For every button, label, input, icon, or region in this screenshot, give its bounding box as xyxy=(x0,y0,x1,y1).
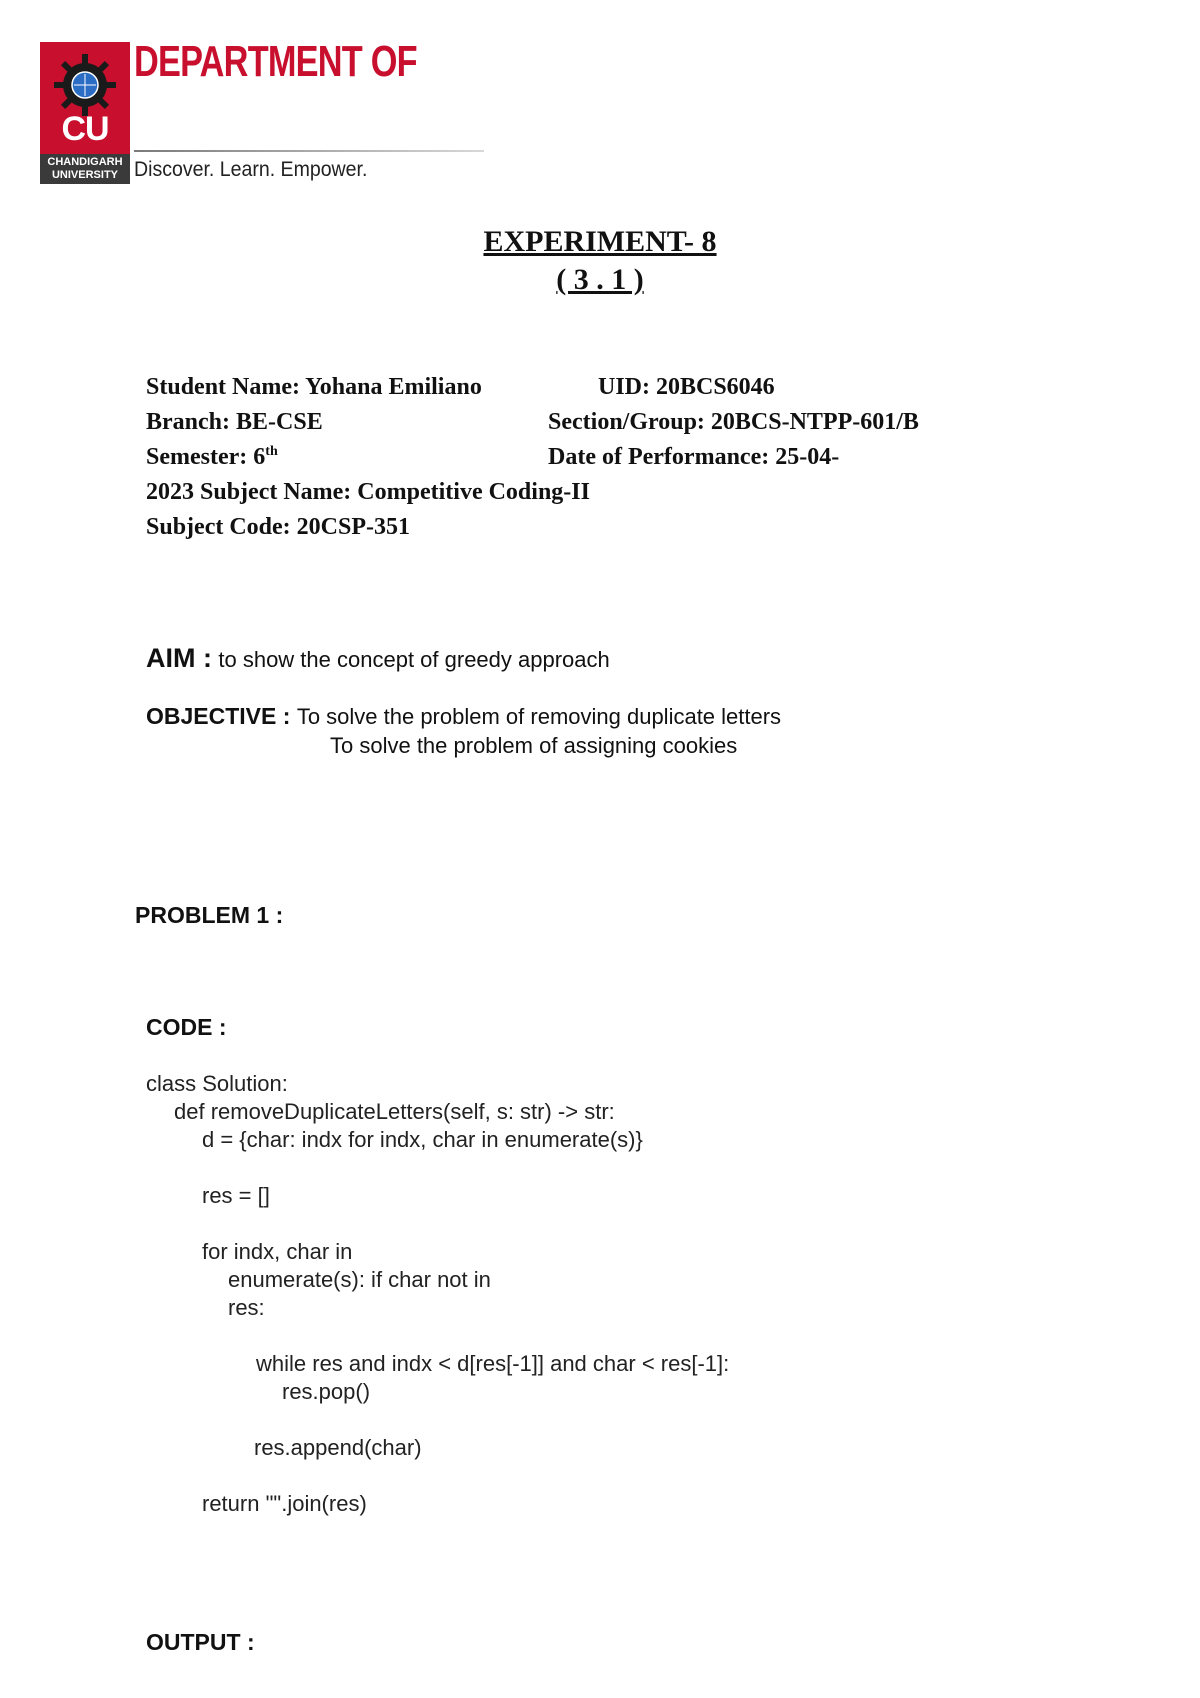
code-line: class Solution: xyxy=(146,1071,288,1096)
student-section: Section/Group: 20BCS-NTPP-601/B xyxy=(548,409,919,435)
code-line: return "".join(res) xyxy=(202,1491,367,1516)
code-line: while res and indx < d[res[-1]] and char < res[-1]: xyxy=(256,1351,730,1376)
student-semester xyxy=(146,442,278,472)
objective-line1: To solve the problem of removing duplicate letters xyxy=(296,704,782,729)
date-of-performance: Date of Performance: 25-04- xyxy=(548,444,840,470)
objective-line2-wrap xyxy=(330,731,737,760)
code-line: res.pop() xyxy=(282,1379,371,1404)
semester-text: Semester: 6 xyxy=(146,444,266,470)
code-line: for indx, char in xyxy=(202,1239,353,1264)
header-divider xyxy=(134,150,484,152)
problem-heading: PROBLEM 1 : xyxy=(135,902,284,928)
output-heading: OUTPUT : xyxy=(146,1629,255,1655)
logo-university-name xyxy=(40,154,130,184)
aim-text: to show the concept of greedy approach xyxy=(218,647,610,672)
aim-label: AIM : xyxy=(146,643,212,673)
objective-line2: To solve the problem of assigning cookies xyxy=(330,733,738,758)
logo-university-line2: UNIVERSITY xyxy=(51,169,118,181)
subject-name: 2023 Subject Name: Competitive Coding-II xyxy=(146,479,590,505)
objective-label: OBJECTIVE : xyxy=(146,703,291,729)
semester-superscript: th xyxy=(265,444,278,459)
aim-section xyxy=(146,644,610,674)
header-tagline: Discover. Learn. Empower. xyxy=(134,158,368,181)
student-branch: Branch: BE-CSE xyxy=(146,409,323,435)
experiment-title: EXPERIMENT- 8 xyxy=(483,225,717,258)
code-line: res.append(char) xyxy=(254,1435,422,1460)
logo-university-line1: CHANDIGARH xyxy=(47,156,123,168)
logo-cu-text: CU xyxy=(61,110,109,148)
experiment-subtitle: ( 3 . 1 ) xyxy=(556,263,644,296)
objective-section xyxy=(146,702,781,731)
code-line: def removeDuplicateLetters(self, s: str) -> str: xyxy=(174,1099,615,1124)
department-title: DEPARTMENT OF xyxy=(134,37,417,86)
code-heading: CODE : xyxy=(146,1014,227,1040)
code-line: res = [] xyxy=(202,1183,270,1208)
student-uid: UID: 20BCS6046 xyxy=(598,374,775,400)
code-line: res: xyxy=(228,1295,265,1320)
subject-code: Subject Code: 20CSP-351 xyxy=(146,514,410,540)
student-name: Student Name: Yohana Emiliano xyxy=(146,374,482,400)
code-line: d = {char: indx for indx, char in enumerate(s)} xyxy=(202,1127,643,1152)
code-line: enumerate(s): if char not in xyxy=(228,1267,491,1292)
